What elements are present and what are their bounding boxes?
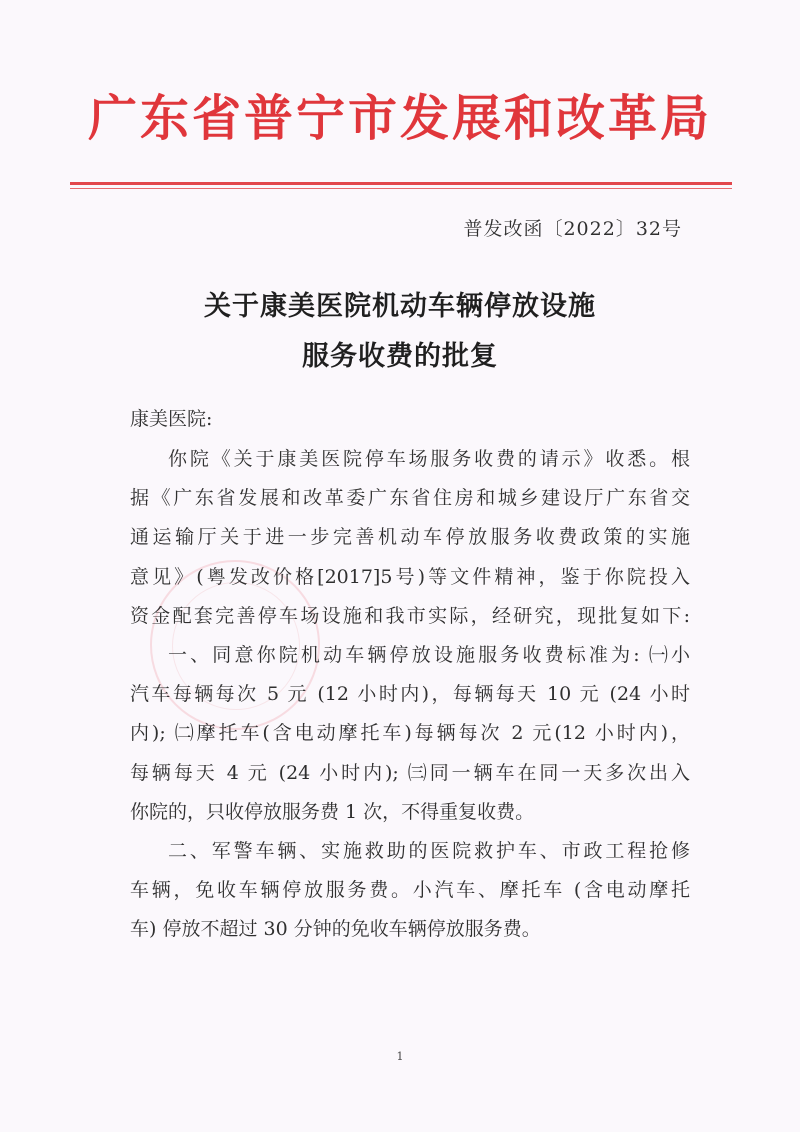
body-line: 你院《关于康美医院停车场服务收费的请示》收悉。根 xyxy=(168,448,690,470)
body-line: 意见》(粤发改价格[2017]5号)等文件精神，鉴于你院投入 xyxy=(130,565,690,588)
body-line: 通运输厅关于进一步完善机动车停放服务收费政策的实施 xyxy=(130,526,690,549)
body-line: 内); ㈡摩托车(含电动摩托车)每辆每次 2 元(12 小时内)， xyxy=(130,722,690,745)
body-line: 汽车每辆每次 5 元 (12 小时内)，每辆每天 10 元 (24 小时 xyxy=(130,683,690,706)
body-line: 你院的，只收停放服务费 1 次，不得重复收费。 xyxy=(130,800,535,823)
body-line: 据《广东省发展和改革委广东省住房和城乡建设厅广东省交 xyxy=(130,487,690,510)
addressee: 康美医院: xyxy=(130,408,213,430)
body-line: 一、同意你院机动车辆停放设施服务收费标准为: ㈠小 xyxy=(168,643,690,666)
subject-line-2: 服务收费的批复 xyxy=(302,341,498,372)
body-line: 车辆，免收车辆停放服务费。小汽车、摩托车 (含电动摩托 xyxy=(130,879,690,902)
subject-line-1: 关于康美医院机动车辆停放设施 xyxy=(204,291,596,322)
document-number: 普发改函〔2022〕32号 xyxy=(463,218,682,240)
body-line: 每辆每天 4 元 (24 小时内); ㈢同一辆车在同一天多次出入 xyxy=(130,761,690,784)
header-divider-thin xyxy=(70,188,732,189)
agency-header-title: 广东省普宁市发展和改革局 xyxy=(87,89,712,147)
header-divider-thick xyxy=(70,182,732,185)
document-body xyxy=(130,440,690,949)
page-number: 1 xyxy=(396,1050,404,1063)
document-subject xyxy=(0,282,800,382)
body-line: 二、军警车辆、实施救助的医院救护车、市政工程抢修 xyxy=(168,839,690,862)
body-line: 资金配套完善停车场设施和我市实际，经研究，现批复如下: xyxy=(130,604,690,627)
body-line: 车) 停放不超过 30 分钟的免收车辆停放服务费。 xyxy=(130,918,541,941)
